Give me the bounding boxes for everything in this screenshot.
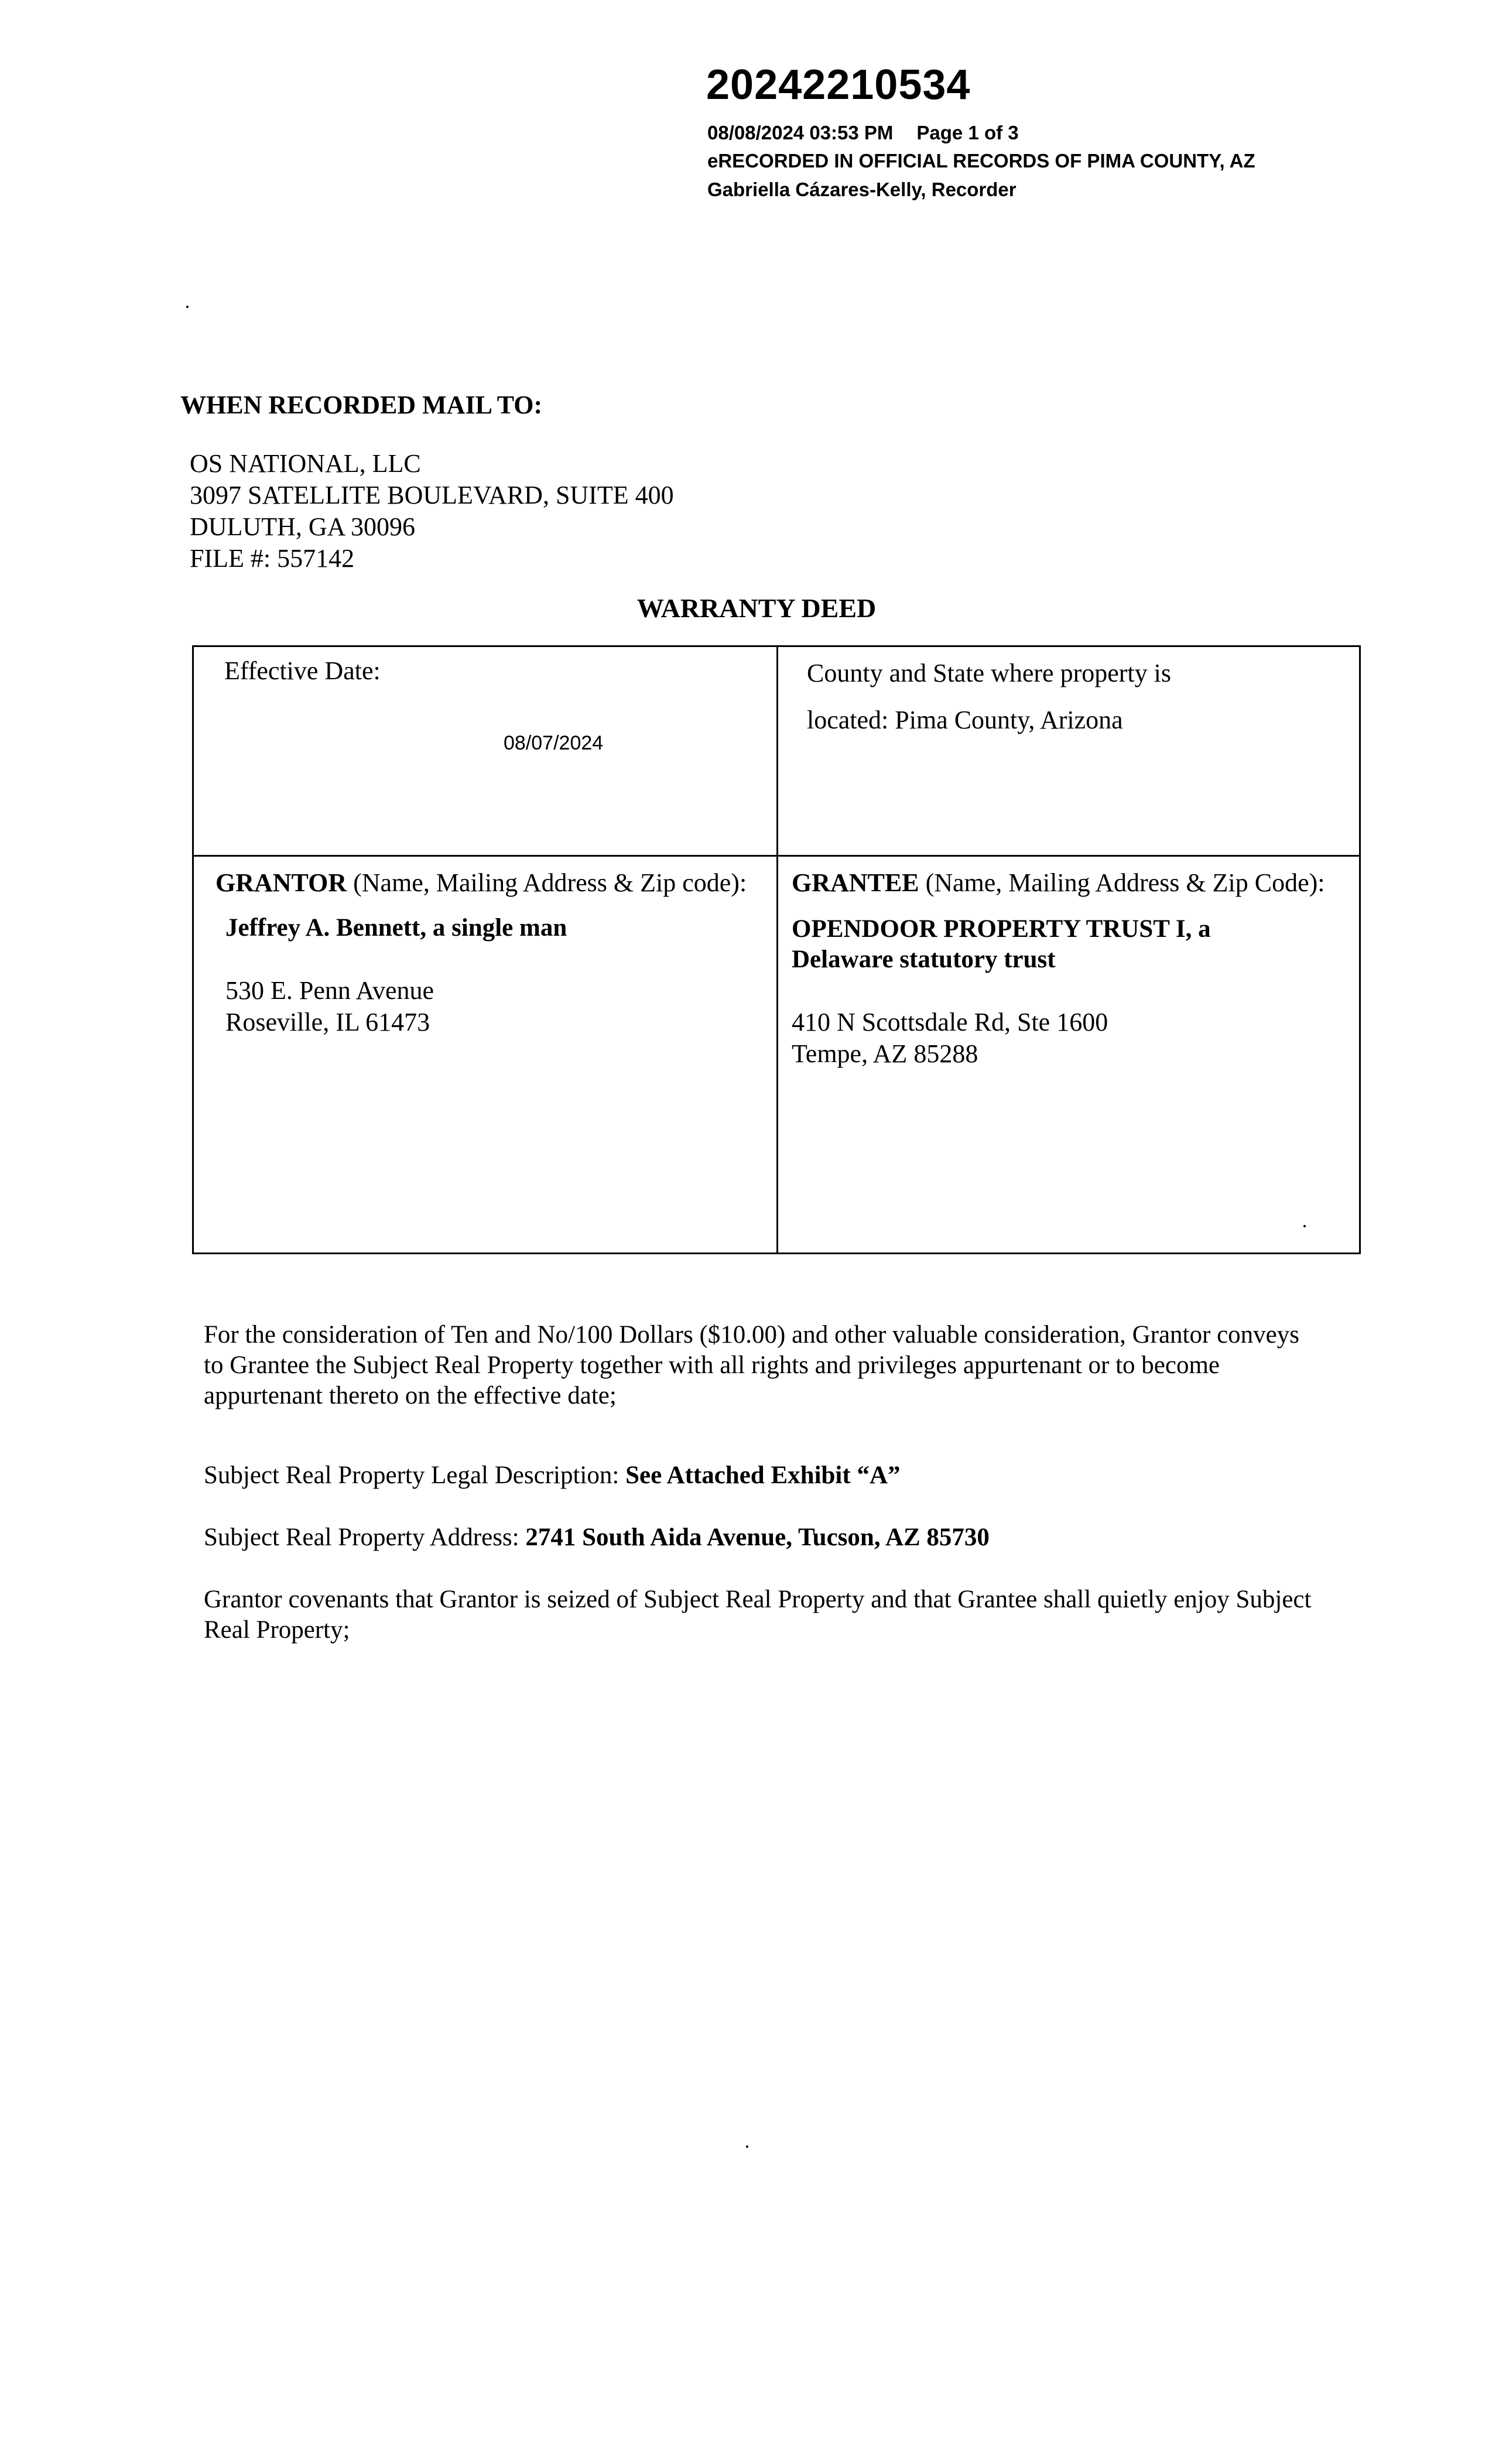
document-title-text: WARRANTY DEED — [636, 593, 877, 623]
mail-to-line: OS NATIONAL, LLC — [190, 449, 421, 478]
table-row-divider — [192, 855, 1361, 857]
grantee-name-line: Delaware statutory trust — [792, 946, 1056, 973]
table-column-divider — [776, 645, 778, 1254]
grantor-label — [215, 868, 747, 898]
grantee-address-line: Tempe, AZ 85288 — [792, 1039, 978, 1068]
effective-date-value: 08/07/2024 — [504, 732, 604, 754]
scan-speck — [746, 2145, 748, 2148]
recording-office: eRECORDED IN OFFICIAL RECORDS OF PIMA COUNTY, AZ — [707, 150, 1255, 172]
grantor-address-line: 530 E. Penn Avenue — [225, 976, 434, 1005]
property-address-line — [204, 1522, 1316, 1553]
mail-to-line: FILE #: 557142 — [190, 544, 355, 573]
grantee-name-line: OPENDOOR PROPERTY TRUST I, a — [792, 915, 1211, 943]
grantor-address-line: Roseville, IL 61473 — [225, 1008, 430, 1036]
consideration-paragraph: For the consideration of Ten and No/100 Dollars ($10.00) and other valuable consideration, Grantor conveys to Grantee the Subject Real Property together with all rights and privileges appurtenant or to become appurtenant thereto on the effective date; — [204, 1321, 1299, 1409]
legal-description-value: See Attached Exhibit “A” — [625, 1462, 901, 1489]
grantee-address-line: 410 N Scottsdale Rd, Ste 1600 — [792, 1008, 1108, 1036]
grantee-label — [792, 868, 1325, 898]
grantor-label-rest: (Name, Mailing Address & Zip code): — [347, 868, 747, 897]
county-state-label: County and State where property is — [807, 659, 1171, 687]
document-title — [0, 593, 1499, 624]
effective-date-label: Effective Date: — [224, 656, 381, 685]
county-state-value: located: Pima County, Arizona — [807, 706, 1123, 734]
legal-description-line — [204, 1460, 1316, 1491]
grantee-label-bold: GRANTEE — [792, 868, 919, 897]
mail-to-line: DULUTH, GA 30096 — [190, 512, 415, 541]
grantor-name: Jeffrey A. Bennett, a single man — [225, 914, 567, 942]
scan-speck — [186, 306, 189, 308]
recorder-name: Gabriella Cázares-Kelly, Recorder — [707, 179, 1017, 200]
scan-speck — [1303, 1225, 1306, 1227]
property-address-label: Subject Real Property Address: — [204, 1524, 526, 1551]
legal-description-label: Subject Real Property Legal Description: — [204, 1462, 626, 1489]
mail-to-line: 3097 SATELLITE BOULEVARD, SUITE 400 — [190, 481, 674, 509]
recording-number: 20242210534 — [706, 61, 971, 108]
recording-page: Page 1 of 3 — [916, 122, 1019, 143]
grantor-label-bold: GRANTOR — [215, 868, 347, 897]
grantee-label-rest: (Name, Mailing Address & Zip Code): — [919, 868, 1325, 897]
recording-datetime: 08/08/2024 03:53 PM — [707, 122, 894, 143]
covenant-paragraph: Grantor covenants that Grantor is seized of Subject Real Property and that Grantee shall quietly enjoy Subject Real Property; — [204, 1586, 1312, 1644]
recording-datetime-line — [707, 122, 1019, 144]
mail-to-heading: WHEN RECORDED MAIL TO: — [180, 391, 543, 419]
property-address-value: 2741 South Aida Avenue, Tucson, AZ 85730 — [525, 1524, 990, 1551]
